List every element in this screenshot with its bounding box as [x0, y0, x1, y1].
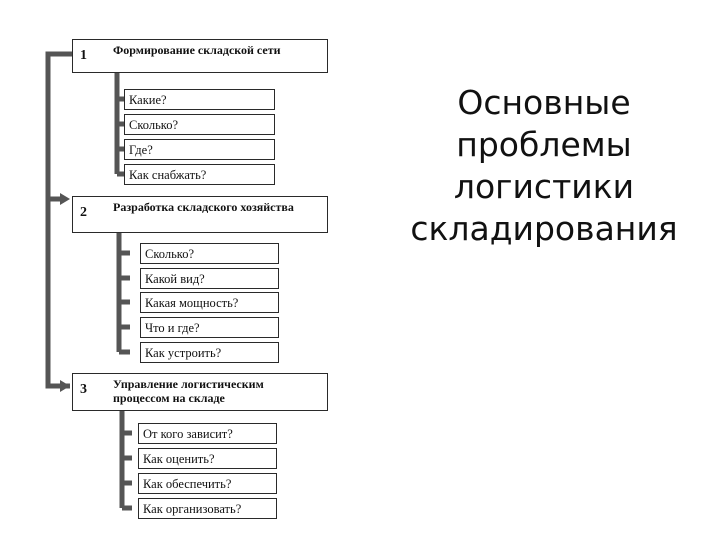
- group-1-item-1: Какие?: [124, 89, 275, 110]
- group-1-item-4: Как снабжать?: [124, 164, 275, 185]
- title-line-4: складирования: [410, 209, 678, 248]
- group-1-item-2: Сколько?: [124, 114, 275, 135]
- group-3-box: [72, 373, 328, 411]
- group-1-number: 1: [80, 48, 87, 63]
- group-2-item-5: Как устроить?: [140, 342, 279, 363]
- group-3-label: Управление логистическим процессом на складе: [113, 377, 264, 405]
- title-line-2: проблемы: [456, 125, 632, 164]
- group-2-item-4: Что и где?: [140, 317, 279, 338]
- group-2-item-2: Какой вид?: [140, 268, 279, 289]
- group-2-label: Разработка складского хозяйства: [113, 200, 294, 214]
- group-2-number: 2: [80, 205, 87, 220]
- group-1-item-3: Где?: [124, 139, 275, 160]
- slide-title: [398, 82, 690, 250]
- group-2-item-1: Сколько?: [140, 243, 279, 264]
- group-3-item-4: Как организовать?: [138, 498, 277, 519]
- group-1-box: [72, 39, 328, 73]
- title-line-3: логистики: [453, 167, 635, 206]
- group-3-number: 3: [80, 382, 87, 397]
- group-3-item-1: От кого зависит?: [138, 423, 277, 444]
- group-3-item-2: Как оценить?: [138, 448, 277, 469]
- group-2-item-3: Какая мощность?: [140, 292, 279, 313]
- group-2-box: [72, 196, 328, 233]
- title-line-1: Основные: [457, 83, 631, 122]
- group-1-label: Формирование складской сети: [113, 43, 281, 57]
- group-3-item-3: Как обеспечить?: [138, 473, 277, 494]
